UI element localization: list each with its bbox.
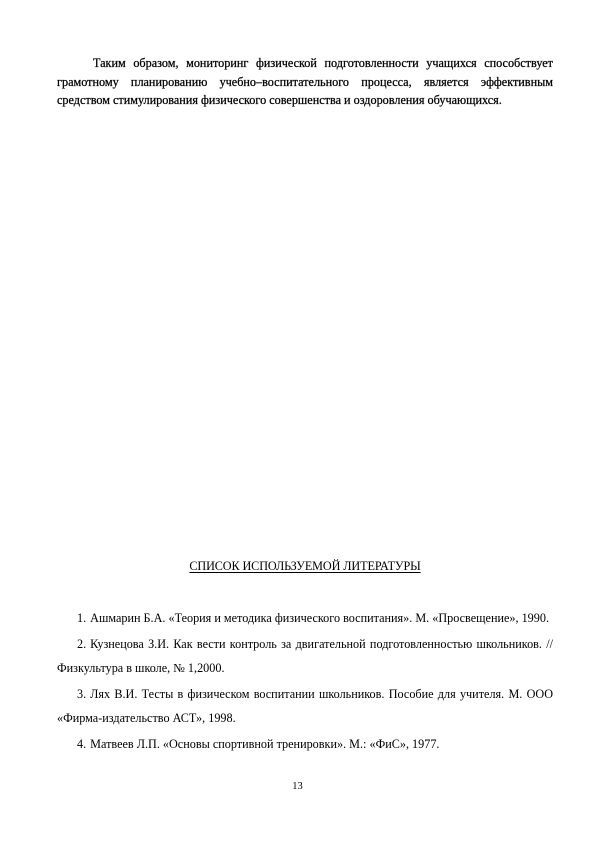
- reference-item: [57, 606, 553, 630]
- references-list: [57, 606, 553, 758]
- reference-item: [57, 732, 553, 756]
- reference-item: [57, 632, 553, 680]
- references-heading: СПИСОК ИСПОЛЬЗУЕМОЙ ЛИТЕРАТУРЫ: [189, 559, 421, 573]
- reference-number: 2.: [77, 637, 87, 651]
- reference-item: [57, 682, 553, 730]
- reference-text: Матвеев Л.П. «Основы спортивной тренировки». М.: «ФиС», 1977.: [90, 737, 440, 751]
- reference-text: Лях В.И. Тесты в физическом воспитании школьников. Пособие для учителя. М. ООО «Фирма-издательство АСТ», 1998.: [57, 687, 553, 725]
- reference-text: Кузнецова З.И. Как вести контроль за двигательной подготовленностью школьников. // Физкультура в школе, № 1,2000.: [57, 637, 553, 675]
- page-number: 13: [292, 781, 303, 792]
- reference-number: 1.: [77, 611, 87, 625]
- reference-number: 4.: [77, 737, 87, 751]
- conclusion-paragraph: Таким образом, мониторинг физической подготовленности учащихся способствует грамотному планированию учебно–воспитательного процесса, является эффективным средством стимулирования физического совершенства и оздоровления обучающихся.: [57, 56, 553, 108]
- reference-number: 3.: [77, 687, 87, 701]
- reference-text: Ашмарин Б.А. «Теория и методика физического воспитания». М. «Просвещение», 1990.: [90, 611, 550, 625]
